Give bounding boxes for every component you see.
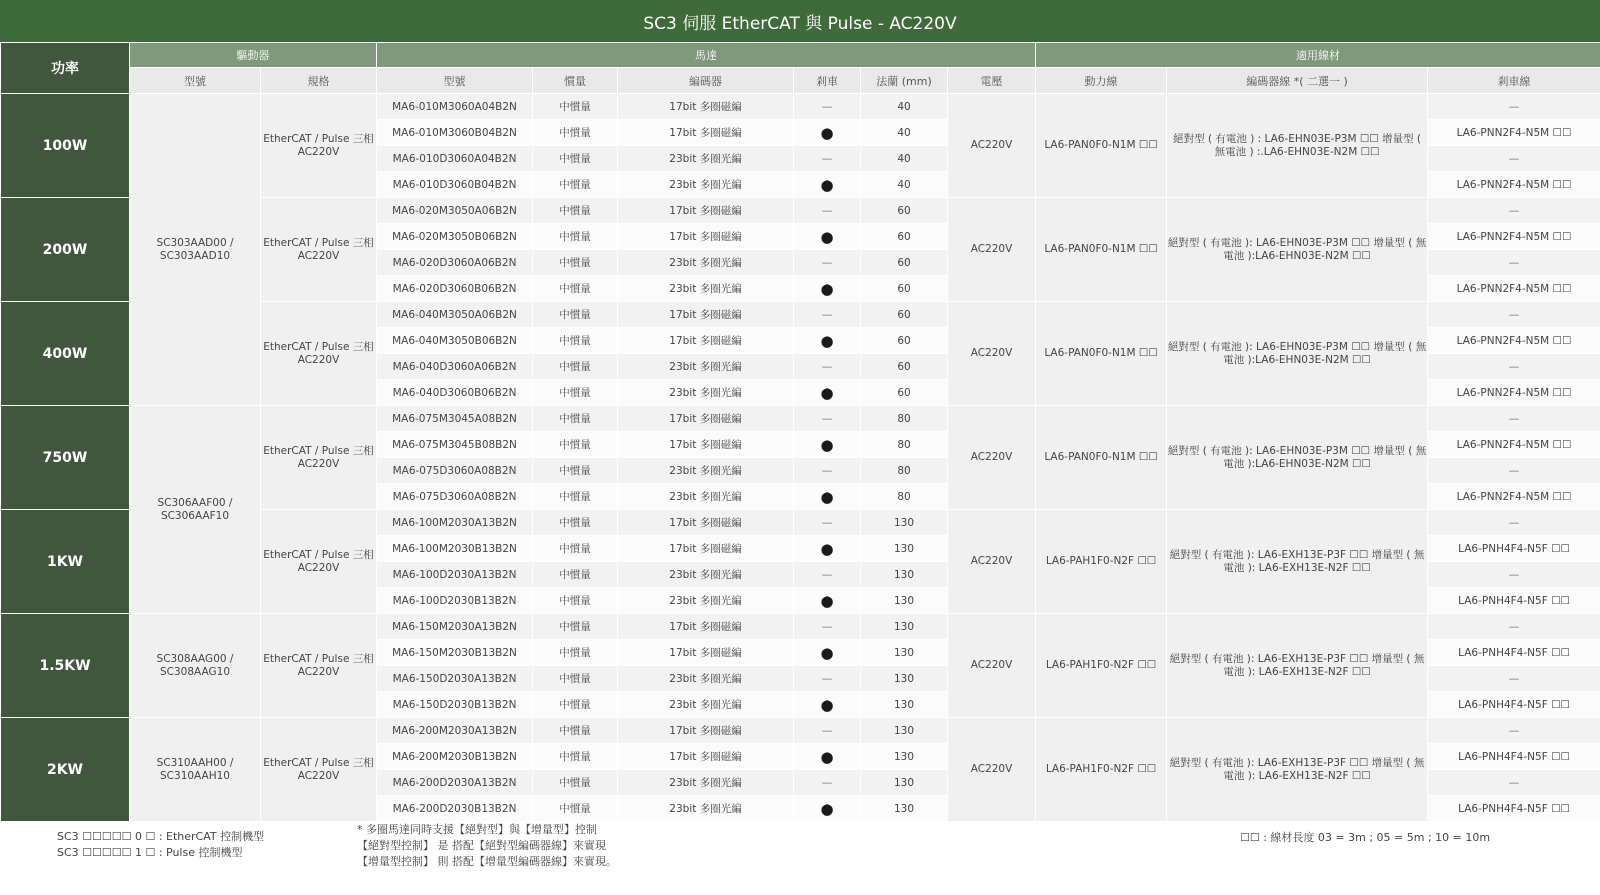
- brake-dash: —: [821, 412, 833, 425]
- cable-group-header: 適用線材: [1036, 43, 1600, 68]
- brake-dot-icon: ●: [820, 591, 834, 610]
- power-cable-cell: LA6-PAH1F0-N2F ☐☐: [1036, 614, 1167, 718]
- motor-model-cell: MA6-100M2030A13B2N: [377, 510, 533, 536]
- driver-model-header: 型號: [130, 68, 261, 94]
- flange-cell: 80: [861, 458, 948, 484]
- brake-cable-cell: —: [1428, 614, 1600, 640]
- inertia-cell: 中慣量: [533, 484, 618, 510]
- inertia-cell: 中慣量: [533, 198, 618, 224]
- inertia-cell: 中慣量: [533, 458, 618, 484]
- motor-model-cell: MA6-040D3060B06B2N: [377, 380, 533, 406]
- encoder-cell: 17bit 多圈磁編: [618, 94, 794, 120]
- brake-dash: —: [821, 152, 833, 165]
- motor-model-cell: MA6-010D3060A04B2N: [377, 146, 533, 172]
- footer-multiturn-note: * 多圈馬達同時支援【絕對型】與【增量型】控制: [357, 823, 597, 836]
- brake-cell: [794, 536, 861, 562]
- inertia-cell: 中慣量: [533, 380, 618, 406]
- driver-model-cell: SC310AAH00 / SC310AAH10: [130, 718, 261, 822]
- flange-cell: 60: [861, 250, 948, 276]
- driver-spec-cell: EtherCAT / Pulse 三相 AC220V: [261, 198, 377, 302]
- voltage-cell: AC220V: [948, 198, 1036, 302]
- brake-dash: —: [821, 256, 833, 269]
- motor-model-cell: MA6-100D2030B13B2N: [377, 588, 533, 614]
- encoder-header: 編碼器: [618, 68, 794, 94]
- flange-cell: 130: [861, 692, 948, 718]
- encoder-cell: 17bit 多圈磁編: [618, 302, 794, 328]
- driver-model-cell: SC308AAG00 / SC308AAG10: [130, 614, 261, 718]
- brake-cable-cell: LA6-PNN2F4-N5M ☐☐: [1428, 120, 1600, 146]
- encoder-cell: 17bit 多圈磁編: [618, 614, 794, 640]
- encoder-cell: 23bit 多圈光編: [618, 562, 794, 588]
- brake-cable-cell: LA6-PNH4F4-N5F ☐☐: [1428, 640, 1600, 666]
- driver-spec-cell: EtherCAT / Pulse 三相 AC220V: [261, 614, 377, 718]
- cable-length-note: ☐☐ : 線材長度 03 = 3m ; 05 = 5m ; 10 = 10m: [1240, 831, 1491, 844]
- brake-cable-cell: LA6-PNH4F4-N5F ☐☐: [1428, 796, 1600, 822]
- flange-cell: 130: [861, 770, 948, 796]
- inertia-cell: 中慣量: [533, 120, 618, 146]
- brake-cable-cell: —: [1428, 562, 1600, 588]
- power-cell: 1.5KW: [1, 614, 130, 718]
- inertia-header: 慣量: [533, 68, 618, 94]
- brake-dot-icon: ●: [820, 487, 834, 506]
- flange-cell: 60: [861, 328, 948, 354]
- flange-cell: 80: [861, 432, 948, 458]
- brake-dot-icon: ●: [820, 175, 834, 194]
- brake-cell: [794, 432, 861, 458]
- encoder-cell: 17bit 多圈磁編: [618, 640, 794, 666]
- motor-model-cell: MA6-200M2030A13B2N: [377, 718, 533, 744]
- brake-cell: [794, 380, 861, 406]
- encoder-cell: 23bit 多圈光編: [618, 484, 794, 510]
- inertia-cell: 中慣量: [533, 432, 618, 458]
- brake-cell: [794, 484, 861, 510]
- driver-spec-cell: EtherCAT / Pulse 三相 AC220V: [261, 718, 377, 822]
- brake-cable-cell: LA6-PNN2F4-N5M ☐☐: [1428, 172, 1600, 198]
- inertia-cell: 中慣量: [533, 250, 618, 276]
- power-cell: 2KW: [1, 718, 130, 822]
- flange-cell: 80: [861, 406, 948, 432]
- flange-header: 法蘭 (mm): [861, 68, 948, 94]
- brake-cable-cell: LA6-PNN2F4-N5M ☐☐: [1428, 328, 1600, 354]
- power-cell: 200W: [1, 198, 130, 302]
- flange-cell: 40: [861, 120, 948, 146]
- brake-dot-icon: ●: [820, 331, 834, 350]
- encoder-cell: 23bit 多圈光編: [618, 146, 794, 172]
- inertia-cell: 中慣量: [533, 146, 618, 172]
- brake-dot-icon: ●: [820, 435, 834, 454]
- motor-model-cell: MA6-200M2030B13B2N: [377, 744, 533, 770]
- brake-dash: —: [821, 360, 833, 373]
- brake-dot-icon: ●: [820, 279, 834, 298]
- inertia-cell: 中慣量: [533, 224, 618, 250]
- voltage-cell: AC220V: [948, 510, 1036, 614]
- brake-cell: [794, 640, 861, 666]
- brake-dash: —: [821, 776, 833, 789]
- brake-cable-cell: —: [1428, 510, 1600, 536]
- brake-cable-cell: —: [1428, 146, 1600, 172]
- footer-right: [1240, 830, 1490, 846]
- brake-cable-cell: —: [1428, 718, 1600, 744]
- inertia-cell: 中慣量: [533, 692, 618, 718]
- voltage-cell: AC220V: [948, 718, 1036, 822]
- encoder-cell: 23bit 多圈光編: [618, 588, 794, 614]
- brake-cable-cell: LA6-PNN2F4-N5M ☐☐: [1428, 432, 1600, 458]
- flange-cell: 40: [861, 172, 948, 198]
- flange-cell: 60: [861, 276, 948, 302]
- motor-model-cell: MA6-075D3060A08B2N: [377, 484, 533, 510]
- encoder-cable-cell: 絕對型 ( 有電池 ): LA6-EXH13E-P3F ☐☐ 增量型 ( 無電池 ): LA6-EXH13E-N2F ☐☐: [1167, 510, 1428, 614]
- voltage-cell: AC220V: [948, 302, 1036, 406]
- brake-cell: [794, 588, 861, 614]
- brake-cell: [794, 718, 861, 744]
- inertia-cell: 中慣量: [533, 796, 618, 822]
- encoder-cell: 17bit 多圈磁編: [618, 432, 794, 458]
- voltage-cell: AC220V: [948, 94, 1036, 198]
- brake-cable-cell: LA6-PNN2F4-N5M ☐☐: [1428, 276, 1600, 302]
- brake-dash: —: [821, 100, 833, 113]
- table-row: [1, 614, 1600, 640]
- encoder-cell: 17bit 多圈磁編: [618, 120, 794, 146]
- brake-header: 剎車: [794, 68, 861, 94]
- driver-group-header: 驅動器: [130, 43, 377, 68]
- brake-cable-cell: LA6-PNN2F4-N5M ☐☐: [1428, 224, 1600, 250]
- inertia-cell: 中慣量: [533, 562, 618, 588]
- brake-dot-icon: ●: [820, 747, 834, 766]
- encoder-cell: 23bit 多圈光編: [618, 172, 794, 198]
- brake-cell: [794, 120, 861, 146]
- motor-model-cell: MA6-150D2030A13B2N: [377, 666, 533, 692]
- flange-cell: 60: [861, 198, 948, 224]
- flange-cell: 130: [861, 562, 948, 588]
- driver-model-cell: SC306AAF00 / SC306AAF10: [130, 406, 261, 614]
- inertia-cell: 中慣量: [533, 588, 618, 614]
- brake-dot-icon: ●: [820, 227, 834, 246]
- inertia-cell: 中慣量: [533, 276, 618, 302]
- footer-left: [57, 829, 264, 861]
- motor-model-cell: MA6-150D2030B13B2N: [377, 692, 533, 718]
- motor-model-cell: MA6-040M3050A06B2N: [377, 302, 533, 328]
- encoder-cell: 17bit 多圈磁編: [618, 328, 794, 354]
- brake-cable-cell: LA6-PNH4F4-N5F ☐☐: [1428, 744, 1600, 770]
- motor-model-cell: MA6-075D3060A08B2N: [377, 458, 533, 484]
- brake-cable-cell: LA6-PNH4F4-N5F ☐☐: [1428, 588, 1600, 614]
- flange-cell: 60: [861, 380, 948, 406]
- power-cable-cell: LA6-PAN0F0-N1M ☐☐: [1036, 198, 1167, 302]
- power-cell: 400W: [1, 302, 130, 406]
- flange-cell: 60: [861, 224, 948, 250]
- power-cable-cell: LA6-PAN0F0-N1M ☐☐: [1036, 94, 1167, 198]
- encoder-cell: 17bit 多圈磁編: [618, 744, 794, 770]
- motor-model-header: 型號: [377, 68, 533, 94]
- encoder-cable-cell: 絕對型 ( 有電池 ) : LA6-EHN03E-P3M ☐☐ 增量型 ( 無電池 ) :.LA6-EHN03E-N2M ☐☐: [1167, 94, 1428, 198]
- encoder-cable-cell: 絕對型 ( 有電池 ): LA6-EHN03E-P3M ☐☐ 增量型 ( 無電池 ):LA6-EHN03E-N2M ☐☐: [1167, 406, 1428, 510]
- encoder-cable-header: 編碼器線 *( 二選一 ): [1167, 68, 1428, 94]
- inertia-cell: 中慣量: [533, 172, 618, 198]
- flange-cell: 80: [861, 484, 948, 510]
- inertia-cell: 中慣量: [533, 536, 618, 562]
- footer-absolute-note: 【絕對型控制】 是 搭配【絕對型編碼器線】來實現: [357, 839, 606, 852]
- motor-model-cell: MA6-075M3045A08B2N: [377, 406, 533, 432]
- brake-cable-cell: LA6-PNN2F4-N5M ☐☐: [1428, 484, 1600, 510]
- encoder-cable-cell: 絕對型 ( 有電池 ): LA6-EXH13E-P3F ☐☐ 增量型 ( 無電池 ): LA6-EXH13E-N2F ☐☐: [1167, 614, 1428, 718]
- brake-cell: [794, 146, 861, 172]
- footer-incremental-note: 【增量型控制】 則 搭配【增量型編碼器線】來實現。: [357, 855, 617, 868]
- flange-cell: 60: [861, 302, 948, 328]
- brake-dash: —: [821, 672, 833, 685]
- brake-dash: —: [821, 308, 833, 321]
- power-cable-header: 動力線: [1036, 68, 1167, 94]
- encoder-cell: 17bit 多圈磁編: [618, 224, 794, 250]
- brake-cell: [794, 94, 861, 120]
- flange-cell: 130: [861, 796, 948, 822]
- inertia-cell: 中慣量: [533, 744, 618, 770]
- encoder-cell: 23bit 多圈光編: [618, 692, 794, 718]
- brake-cell: [794, 224, 861, 250]
- brake-dash: —: [821, 516, 833, 529]
- brake-cell: [794, 614, 861, 640]
- inertia-cell: 中慣量: [533, 302, 618, 328]
- flange-cell: 130: [861, 718, 948, 744]
- brake-cable-cell: —: [1428, 666, 1600, 692]
- title-bar: [0, 0, 1600, 42]
- encoder-cell: 23bit 多圈光編: [618, 458, 794, 484]
- motor-model-cell: MA6-075M3045B08B2N: [377, 432, 533, 458]
- encoder-cell: 17bit 多圈磁編: [618, 406, 794, 432]
- inertia-cell: 中慣量: [533, 354, 618, 380]
- brake-cell: [794, 276, 861, 302]
- power-cable-cell: LA6-PAN0F0-N1M ☐☐: [1036, 302, 1167, 406]
- footer-ethercat-note: SC3 ☐☐☐☐☐ 0 ☐ : EtherCAT 控制機型: [57, 830, 265, 843]
- motor-model-cell: MA6-010D3060B04B2N: [377, 172, 533, 198]
- motor-model-cell: MA6-100D2030A13B2N: [377, 562, 533, 588]
- power-cable-cell: LA6-PAH1F0-N2F ☐☐: [1036, 718, 1167, 822]
- flange-cell: 130: [861, 744, 948, 770]
- brake-cell: [794, 562, 861, 588]
- voltage-cell: AC220V: [948, 614, 1036, 718]
- inertia-cell: 中慣量: [533, 94, 618, 120]
- encoder-cell: 23bit 多圈光編: [618, 666, 794, 692]
- encoder-cell: 23bit 多圈光編: [618, 276, 794, 302]
- driver-model-cell: SC303AAD00 / SC303AAD10: [130, 94, 261, 406]
- motor-model-cell: MA6-100M2030B13B2N: [377, 536, 533, 562]
- brake-dash: —: [821, 724, 833, 737]
- flange-cell: 130: [861, 510, 948, 536]
- motor-model-cell: MA6-010M3060B04B2N: [377, 120, 533, 146]
- brake-cell: [794, 250, 861, 276]
- brake-dot-icon: ●: [820, 643, 834, 662]
- brake-cell: [794, 354, 861, 380]
- encoder-cell: 23bit 多圈光編: [618, 250, 794, 276]
- motor-model-cell: MA6-200D2030B13B2N: [377, 796, 533, 822]
- brake-cable-cell: —: [1428, 198, 1600, 224]
- encoder-cell: 23bit 多圈光編: [618, 354, 794, 380]
- brake-cell: [794, 744, 861, 770]
- brake-cell: [794, 666, 861, 692]
- flange-cell: 60: [861, 354, 948, 380]
- driver-spec-cell: EtherCAT / Pulse 三相 AC220V: [261, 302, 377, 406]
- flange-cell: 130: [861, 588, 948, 614]
- driver-spec-cell: EtherCAT / Pulse 三相 AC220V: [261, 510, 377, 614]
- inertia-cell: 中慣量: [533, 666, 618, 692]
- voltage-header: 電壓: [948, 68, 1036, 94]
- motor-model-cell: MA6-020D3060A06B2N: [377, 250, 533, 276]
- encoder-cell: 17bit 多圈磁編: [618, 718, 794, 744]
- inertia-cell: 中慣量: [533, 718, 618, 744]
- power-cell: 750W: [1, 406, 130, 510]
- table-row: [1, 94, 1600, 120]
- motor-model-cell: MA6-010M3060A04B2N: [377, 94, 533, 120]
- table-row: [1, 406, 1600, 432]
- encoder-cable-cell: 絕對型 ( 有電池 ): LA6-EHN03E-P3M ☐☐ 增量型 ( 無電池 ):LA6-EHN03E-N2M ☐☐: [1167, 302, 1428, 406]
- brake-cable-cell: LA6-PNN2F4-N5M ☐☐: [1428, 380, 1600, 406]
- brake-cable-cell: —: [1428, 302, 1600, 328]
- table-row: [1, 718, 1600, 744]
- flange-cell: 130: [861, 666, 948, 692]
- flange-cell: 130: [861, 640, 948, 666]
- brake-cell: [794, 692, 861, 718]
- brake-cable-cell: LA6-PNH4F4-N5F ☐☐: [1428, 536, 1600, 562]
- motor-model-cell: MA6-040M3050B06B2N: [377, 328, 533, 354]
- inertia-cell: 中慣量: [533, 406, 618, 432]
- flange-cell: 130: [861, 614, 948, 640]
- motor-model-cell: MA6-150M2030A13B2N: [377, 614, 533, 640]
- brake-cell: [794, 406, 861, 432]
- inertia-cell: 中慣量: [533, 614, 618, 640]
- encoder-cell: 23bit 多圈光編: [618, 796, 794, 822]
- power-cell: 1KW: [1, 510, 130, 614]
- brake-cell: [794, 458, 861, 484]
- brake-dash: —: [821, 204, 833, 217]
- brake-dash: —: [821, 620, 833, 633]
- motor-model-cell: MA6-020D3060B06B2N: [377, 276, 533, 302]
- driver-spec-cell: EtherCAT / Pulse 三相 AC220V: [261, 94, 377, 198]
- power-cell: 100W: [1, 94, 130, 198]
- motor-model-cell: MA6-200D2030A13B2N: [377, 770, 533, 796]
- brake-dot-icon: ●: [820, 539, 834, 558]
- motor-model-cell: MA6-040D3060A06B2N: [377, 354, 533, 380]
- encoder-cable-cell: 絕對型 ( 有電池 ): LA6-EXH13E-P3F ☐☐ 增量型 ( 無電池 ): LA6-EXH13E-N2F ☐☐: [1167, 718, 1428, 822]
- voltage-cell: AC220V: [948, 406, 1036, 510]
- footer-middle: [357, 822, 617, 870]
- brake-cell: [794, 796, 861, 822]
- brake-cable-cell: —: [1428, 250, 1600, 276]
- brake-dash: —: [821, 464, 833, 477]
- brake-cable-cell: LA6-PNH4F4-N5F ☐☐: [1428, 692, 1600, 718]
- brake-cable-cell: —: [1428, 354, 1600, 380]
- brake-cell: [794, 302, 861, 328]
- brake-cell: [794, 328, 861, 354]
- brake-cable-header: 剎車線: [1428, 68, 1600, 94]
- flange-cell: 40: [861, 94, 948, 120]
- brake-cell: [794, 172, 861, 198]
- motor-model-cell: MA6-020M3050A06B2N: [377, 198, 533, 224]
- driver-spec-header: 規格: [261, 68, 377, 94]
- page-title: SC3 伺服 EtherCAT 與 Pulse - AC220V: [643, 13, 957, 34]
- brake-dot-icon: ●: [820, 695, 834, 714]
- motor-model-cell: MA6-150M2030B13B2N: [377, 640, 533, 666]
- brake-dot-icon: ●: [820, 799, 834, 818]
- brake-cable-cell: —: [1428, 458, 1600, 484]
- power-cable-cell: LA6-PAH1F0-N2F ☐☐: [1036, 510, 1167, 614]
- encoder-cell: 17bit 多圈磁編: [618, 510, 794, 536]
- inertia-cell: 中慣量: [533, 510, 618, 536]
- footer-pulse-note: SC3 ☐☐☐☐☐ 1 ☐ : Pulse 控制機型: [57, 846, 243, 859]
- brake-dot-icon: ●: [820, 123, 834, 142]
- inertia-cell: 中慣量: [533, 770, 618, 796]
- brake-cable-cell: —: [1428, 94, 1600, 120]
- encoder-cell: 17bit 多圈磁編: [618, 536, 794, 562]
- inertia-cell: 中慣量: [533, 640, 618, 666]
- encoder-cable-cell: 絕對型 ( 有電池 ): LA6-EHN03E-P3M ☐☐ 增量型 ( 無電池 ):LA6-EHN03E-N2M ☐☐: [1167, 198, 1428, 302]
- encoder-cell: 23bit 多圈光編: [618, 770, 794, 796]
- brake-dash: —: [821, 568, 833, 581]
- driver-spec-cell: EtherCAT / Pulse 三相 AC220V: [261, 406, 377, 510]
- brake-cable-cell: —: [1428, 770, 1600, 796]
- brake-cell: [794, 770, 861, 796]
- brake-cell: [794, 198, 861, 224]
- inertia-cell: 中慣量: [533, 328, 618, 354]
- encoder-cell: 17bit 多圈磁編: [618, 198, 794, 224]
- motor-group-header: 馬達: [377, 43, 1036, 68]
- power-cable-cell: LA6-PAN0F0-N1M ☐☐: [1036, 406, 1167, 510]
- brake-cell: [794, 510, 861, 536]
- motor-model-cell: MA6-020M3050B06B2N: [377, 224, 533, 250]
- brake-cable-cell: —: [1428, 406, 1600, 432]
- power-header: 功率: [1, 43, 130, 94]
- flange-cell: 130: [861, 536, 948, 562]
- encoder-cell: 23bit 多圈光編: [618, 380, 794, 406]
- flange-cell: 40: [861, 146, 948, 172]
- brake-dot-icon: ●: [820, 383, 834, 402]
- spec-table: [0, 42, 1600, 822]
